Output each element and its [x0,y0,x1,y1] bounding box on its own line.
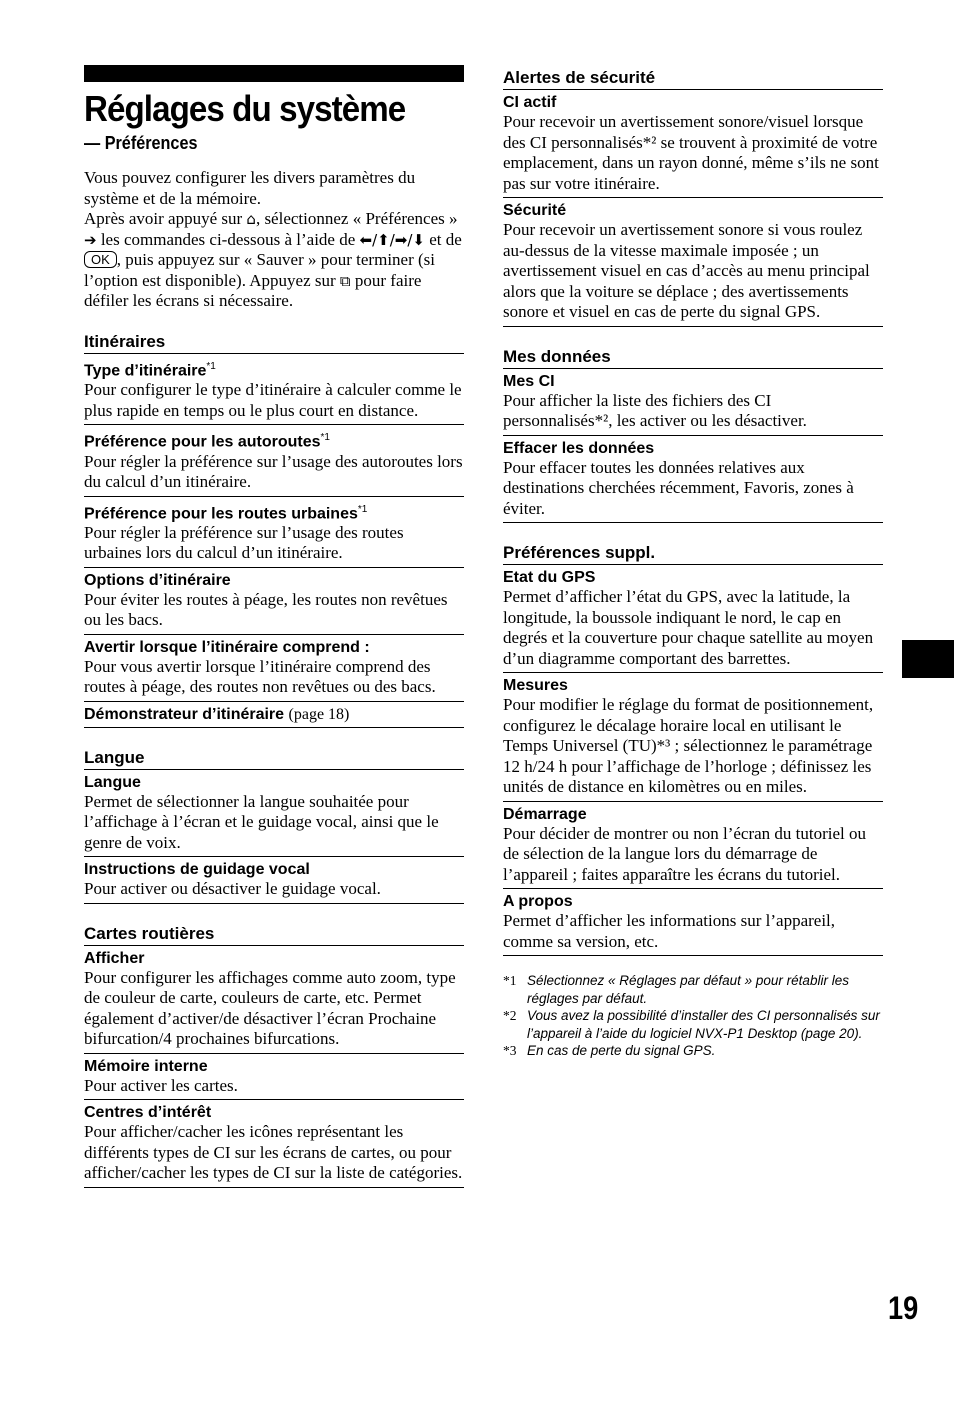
section-title: Alertes de sécurité [503,68,883,90]
item-title: Sécurité [503,202,567,219]
direction-arrows-icon: ⬅/⬆/➡/⬇ [359,230,425,249]
intro-paragraph-1: Vous pouvez configurer les divers paramètres du système et de la mémoire. [84,168,416,208]
item-title: Préférence pour les autoroutes$^{*1}$ [84,432,330,451]
list-item [503,889,883,956]
item-desc: Pour afficher/cacher les icônes représentant les différents types de CI sur les écrans de cartes, ou pour afficher/cacher les types de CI sur la liste de catégories. [84,1122,463,1183]
item-title: Langue [84,773,141,791]
section-title: Mes données [503,347,883,369]
section-donnees [503,347,883,524]
item-title: Type d’itinéraire$^{*1}$ [84,360,216,380]
item-desc: Pour vous avertir lorsque l’itinéraire comprend des routes à péage, des routes non revêtues ou des bacs. [84,656,436,697]
ok-key: OK [84,251,117,268]
section-alertes [503,68,883,327]
item-desc: Pour régler la préférence sur l’usage des autoroutes lors du calcul d’un itinéraire. [84,451,463,492]
section-title: Itinéraires [84,332,464,354]
footnote: *1 Sélectionnez « Réglages par défaut » pour rétablir les réglages par défaut. [503,973,849,1006]
list-item [84,770,464,858]
item-title: Mesures [503,677,568,694]
home-icon: ⌂ [246,210,256,229]
item-title: CI actif [503,94,557,111]
list-item [503,198,883,327]
list-item [84,635,464,702]
item-desc: Permet de sélectionner la langue souhaitée pour l’affichage à l’écran et le guidage vocal, ainsi que le genre de voix. [84,791,439,852]
section-title: Préférences suppl. [503,543,883,565]
footnote: *2 Vous avez la possibilité d’installer des CI personnalisés sur l’appareil à l’aide du logiciel NVX-P1 Desktop (page 20). [503,1008,880,1041]
item-desc: Pour configurer les affichages comme auto zoom, type de couleur de carte, couleurs de carte, etc. Permet également d’activer/de désactiver l’écran Prochaine bifurcation/4 prochaines bifurcations. [84,967,456,1049]
item-title: Avertir lorsque l’itinéraire comprend : [84,638,370,656]
footnotes [503,972,883,1060]
item-desc: Pour modifier le réglage du format de positionnement, configurez le décalage horaire local en utilisant le Temps Universel (TU)*³ ; sélectionnez le paramétrage 12 h/24 h pour l’affichage de l’horloge ; définissez les unités de distance en kilomètres ou en miles. [503,695,874,796]
item-desc: Pour afficher la liste des fichiers des CI personnalisés*², les activer ou les désactiver. [503,390,807,430]
page-reference: (page 18) [288,705,350,723]
page-title: Réglages du système [84,88,406,129]
item-title: Centres d’intérêt [84,1104,212,1122]
page-subtitle: — Préférences [84,133,198,154]
list-item [84,946,464,1054]
item-title: Instructions de guidage vocal [84,861,310,879]
list-item [84,354,464,425]
item-desc: Pour éviter les routes à péage, les routes non revêtues ou les bacs. [84,589,448,630]
side-tab-marker [902,640,954,678]
list-item [503,90,883,198]
list-item [84,425,464,496]
title-bar [84,65,464,82]
list-item [84,497,464,568]
section-itineraires [84,332,464,728]
item-desc: Pour activer les cartes. [84,1075,238,1095]
list-item [503,436,883,524]
item-desc: Pour décider de montrer ou non l’écran du tutoriel ou de sélection de la langue lors du démarrage de l’appareil ; faites apparaître les écrans du tutoriel. [503,823,867,884]
footnote: *3 En cas de perte du signal GPS. [503,1043,716,1058]
list-item [503,802,883,890]
arrow-right-icon: ➔ [84,230,97,249]
item-desc: Pour activer ou désactiver le guidage vocal. [84,879,381,899]
item-desc: Pour recevoir un avertissement sonore/visuel lorsque des CI personnalisés*² se trouvent à proximité de votre emplacement, dans un rayon donné, même s’ils ne sont pas sur votre itinéraire. [503,112,879,193]
section-title: Langue [84,748,464,770]
section-cartes [84,924,464,1188]
item-desc: Permet d’afficher l’état du GPS, avec la latitude, la longitude, la boussole indiquant le nord, le cap en degrés et la couverture pour chaque satellite au moyen d’un diagramme comportant des barrettes. [503,587,874,668]
item-desc: Pour configurer le type d’itinéraire à calculer comme le plus rapide en temps ou le plus court en distance. [84,380,462,420]
page-number: 19 [888,1290,919,1326]
list-item [84,702,464,728]
item-title: Afficher [84,949,145,967]
section-suppl [503,543,883,956]
item-title: Démarrage [503,805,587,823]
item-title: Mes CI [503,372,555,390]
list-item [84,1054,464,1101]
item-title: A propos [503,893,573,910]
scroll-pages-icon: ⧉ [339,271,351,290]
list-item [84,568,464,635]
item-title: Etat du GPS [503,569,596,586]
list-item [503,565,883,673]
intro [84,168,464,312]
list-item [84,857,464,904]
item-desc: Pour effacer toutes les données relatives aux destinations cherchées récemment, Favoris, zones à éviter. [503,457,854,518]
item-title: Effacer les données [503,439,655,457]
section-title: Cartes routières [84,924,464,946]
item-desc: Pour recevoir un avertissement sonore si vous roulez au-dessus de la vitesse maximale imposée ; un avertissement visuel en cas d’accès au menu principal alors que la voiture se déplace ; des avertissements sonore et visuel en cas de perte du signal GPS. [503,220,870,321]
item-desc: Pour régler la préférence sur l’usage des routes urbaines lors du calcul d’un itinéraire. [84,522,404,563]
item-title: Options d’itinéraire [84,571,231,589]
item-desc: Permet d’afficher les informations sur l’appareil, comme sa version, etc. [503,911,836,951]
list-item [503,673,883,802]
item-title: Préférence pour les routes urbaines$^{*1}$ [84,503,368,522]
intro-paragraph-2: Après avoir appuyé sur ⌂, sélectionnez « Préférences » ➔ les commandes ci-dessous à l’aide de ⬅/⬆/➡/⬇ et de OK , puis appuyez sur « Sauver » pour terminer (si l’option est disponible). Appuyez sur ⧉ pour faire défiler les écrans si nécessaire. [84,209,462,311]
list-item [503,369,883,436]
section-langue [84,748,464,904]
item-title: Démonstrateur d’itinéraire (page 18) [84,705,350,723]
left-column [84,60,464,1188]
right-column [503,60,883,1060]
item-title: Mémoire interne [84,1057,208,1075]
list-item [84,1100,464,1188]
